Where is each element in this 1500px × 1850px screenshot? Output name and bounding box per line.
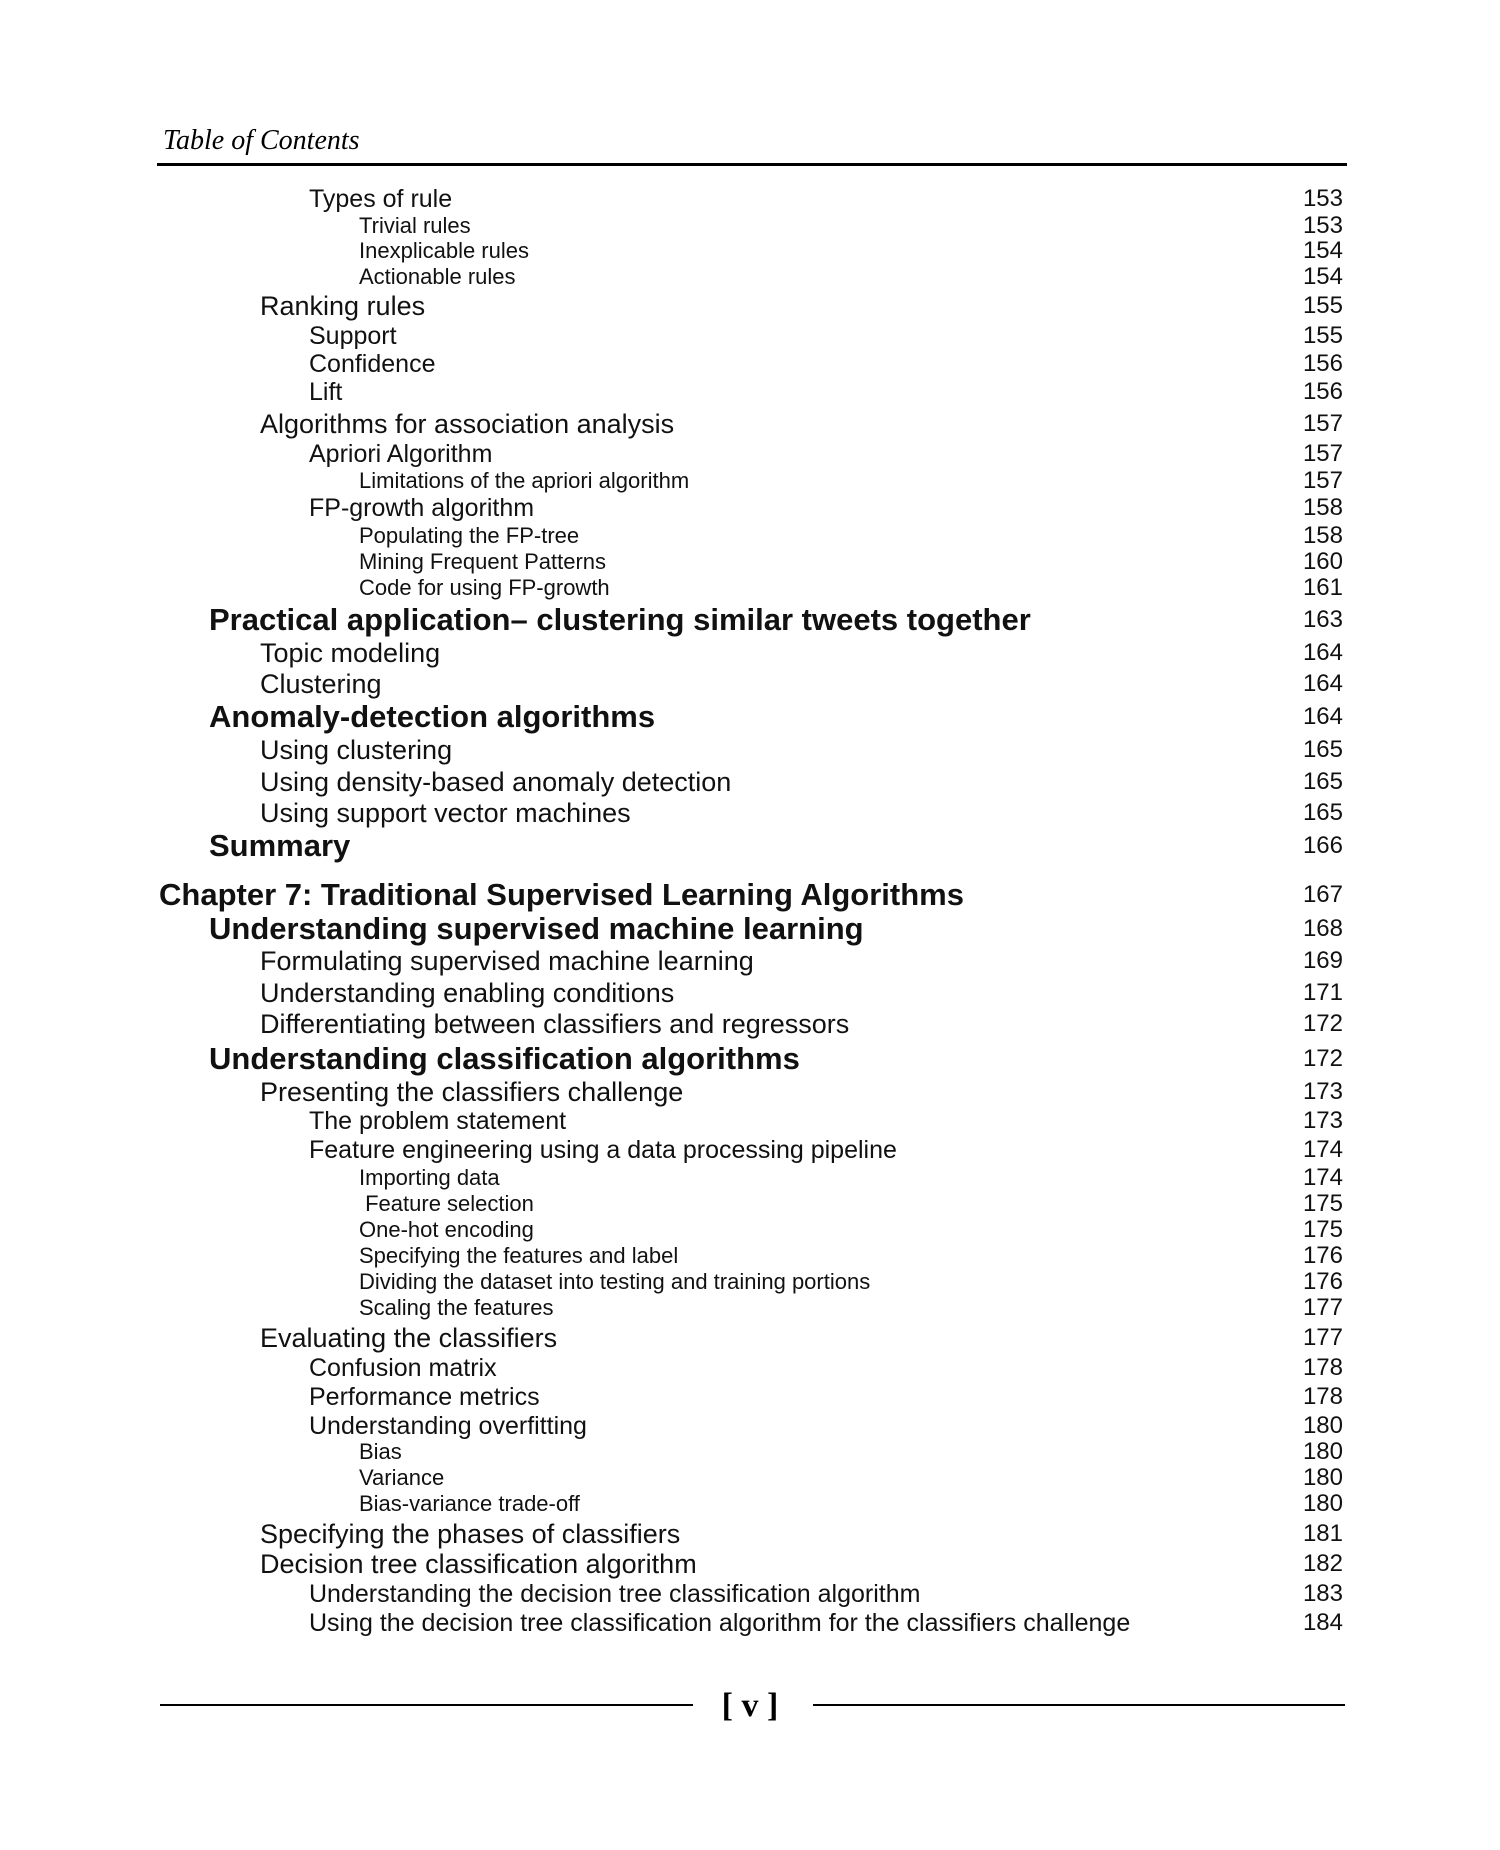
- toc-entry-page: 156: [1302, 378, 1343, 405]
- toc-entry[interactable]: [0, 493, 1500, 523]
- toc-entry-page: 164: [1302, 703, 1343, 730]
- toc-entry-title: Performance metrics: [309, 1383, 540, 1411]
- toc-entry[interactable]: [0, 1439, 1500, 1465]
- toc-entry-title: Clustering: [260, 669, 382, 699]
- toc-entry-page: 165: [1302, 736, 1343, 763]
- toc-entry[interactable]: [0, 1076, 1500, 1108]
- toc-entry[interactable]: [0, 408, 1500, 440]
- toc-entry-title: Understanding enabling conditions: [260, 978, 675, 1008]
- toc-entry-page: 157: [1302, 467, 1343, 494]
- toc-entry[interactable]: [0, 1548, 1500, 1580]
- toc-entry-title: Specifying the phases of classifiers: [260, 1519, 681, 1549]
- toc-entry[interactable]: [0, 523, 1500, 549]
- toc-entry-title: Actionable rules: [359, 264, 516, 289]
- toc-entry[interactable]: [0, 1106, 1500, 1136]
- toc-entry[interactable]: [0, 1135, 1500, 1165]
- toc-entry-page: 156: [1302, 350, 1343, 377]
- toc-entry-page: 172: [1302, 1010, 1343, 1037]
- toc-entry-title: Scaling the features: [359, 1295, 554, 1320]
- toc-entry-page: 166: [1302, 832, 1343, 859]
- toc-entry-page: 182: [1302, 1550, 1343, 1577]
- page-number: [ v ]: [721, 1687, 779, 1724]
- toc-entry-title: Specifying the features and label: [359, 1243, 679, 1268]
- toc-entry-title: The problem statement: [309, 1107, 567, 1135]
- toc-entry-page: 167: [1302, 881, 1343, 908]
- toc-entry-title: One-hot encoding: [359, 1217, 534, 1242]
- toc-entry-page: 183: [1302, 1580, 1343, 1607]
- toc-entry-page: 155: [1302, 322, 1343, 349]
- toc-entry[interactable]: [0, 439, 1500, 469]
- toc-entry-title: Ranking rules: [260, 291, 426, 321]
- toc-entry-page: 178: [1302, 1383, 1343, 1410]
- toc-entry-page: 171: [1302, 979, 1343, 1006]
- toc-entry-page: 153: [1302, 185, 1343, 212]
- toc-entry-title: Presenting the classifiers challenge: [260, 1077, 684, 1107]
- toc-entry[interactable]: [0, 1353, 1500, 1383]
- toc-entry-title: Understanding the decision tree classification algorithm: [309, 1580, 921, 1608]
- toc-entry-page: 157: [1302, 410, 1343, 437]
- toc-entry[interactable]: [0, 1295, 1500, 1321]
- toc-entry[interactable]: [0, 637, 1500, 669]
- toc-entry[interactable]: [0, 1217, 1500, 1243]
- toc-entry-title: Formulating supervised machine learning: [260, 946, 754, 976]
- toc-entry[interactable]: [0, 1269, 1500, 1295]
- toc-entry[interactable]: [0, 1411, 1500, 1441]
- toc-entry-page: 160: [1302, 548, 1343, 575]
- toc-entry-page: 175: [1302, 1216, 1343, 1243]
- toc-entry[interactable]: [0, 377, 1500, 407]
- toc-entry-title: Inexplicable rules: [359, 238, 529, 263]
- toc-entry[interactable]: [0, 734, 1500, 766]
- toc-entry-title: Using clustering: [260, 735, 453, 765]
- toc-entry-page: 154: [1302, 237, 1343, 264]
- toc-entry[interactable]: [0, 1465, 1500, 1491]
- toc-entry-page: 184: [1302, 1609, 1343, 1636]
- toc-entry-title: Types of rule: [309, 185, 453, 213]
- toc-entry[interactable]: [0, 1040, 1500, 1078]
- toc-entry-title: Support: [309, 322, 397, 350]
- toc-entry[interactable]: [0, 321, 1500, 351]
- toc-entry[interactable]: [0, 1322, 1500, 1354]
- toc-entry-title: Limitations of the apriori algorithm: [359, 468, 690, 493]
- toc-entry-title: Importing data: [359, 1165, 500, 1190]
- toc-entry-title: Practical application– clustering similar tweets together: [209, 602, 1031, 637]
- toc-entry-page: 168: [1302, 915, 1343, 942]
- toc-entry-page: 158: [1302, 522, 1343, 549]
- toc-entry[interactable]: [0, 910, 1500, 948]
- toc-entry-page: 176: [1302, 1242, 1343, 1269]
- running-header: Table of Contents: [163, 125, 360, 156]
- toc-entry[interactable]: [0, 349, 1500, 379]
- toc-entry-title: Confusion matrix: [309, 1354, 497, 1382]
- toc-entry[interactable]: [0, 1243, 1500, 1269]
- toc-entry-title: Using support vector machines: [260, 798, 631, 828]
- toc-entry-title: Code for using FP-growth: [359, 575, 610, 600]
- toc-entry-title: Understanding supervised machine learning: [209, 911, 864, 946]
- toc-entry-title: Algorithms for association analysis: [260, 409, 675, 439]
- toc-entry-page: 157: [1302, 440, 1343, 467]
- toc-entry-title: Trivial rules: [359, 213, 471, 238]
- toc-entry-title: Decision tree classification algorithm: [260, 1549, 697, 1579]
- toc-entry-page: 180: [1302, 1412, 1343, 1439]
- toc-entry[interactable]: [0, 601, 1500, 639]
- toc-entry[interactable]: [0, 1165, 1500, 1191]
- toc-entry[interactable]: [0, 238, 1500, 264]
- toc-entry-page: 172: [1302, 1045, 1343, 1072]
- toc-entry-title: Chapter 7: Traditional Supervised Learning Algorithms: [159, 877, 964, 912]
- toc-entry[interactable]: [0, 698, 1500, 736]
- toc-entry-page: 165: [1302, 799, 1343, 826]
- toc-entry-title: Summary: [209, 828, 351, 863]
- toc-entry-title: Bias-variance trade-off: [359, 1491, 580, 1516]
- toc-entry-page: 173: [1302, 1107, 1343, 1134]
- toc-entry[interactable]: [0, 977, 1500, 1009]
- footer-rule-right: [813, 1704, 1345, 1706]
- toc-entry[interactable]: [0, 1608, 1500, 1638]
- toc-entry-title: Anomaly-detection algorithms: [209, 699, 656, 734]
- toc-entry-page: 177: [1302, 1294, 1343, 1321]
- toc-entry[interactable]: [0, 827, 1500, 865]
- toc-entry[interactable]: [0, 549, 1500, 575]
- toc-entry-page: 180: [1302, 1490, 1343, 1517]
- toc-entry-title: Confidence: [309, 350, 436, 378]
- toc-entry-page: 164: [1302, 639, 1343, 666]
- toc-entry-title: Using the decision tree classification algorithm for the classifiers challenge: [309, 1609, 1131, 1637]
- toc-entry-page: 180: [1302, 1464, 1343, 1491]
- toc-entry-page: 165: [1302, 768, 1343, 795]
- toc-entry-page: 169: [1302, 947, 1343, 974]
- toc-entry-page: 176: [1302, 1268, 1343, 1295]
- toc-entry[interactable]: [0, 1579, 1500, 1609]
- toc-entry[interactable]: [0, 290, 1500, 322]
- toc-entry-page: 155: [1302, 292, 1343, 319]
- toc-entry[interactable]: [0, 1382, 1500, 1412]
- toc-entry-page: 153: [1302, 212, 1343, 239]
- toc-entry[interactable]: [0, 876, 1500, 914]
- toc-entry-title: Apriori Algorithm: [309, 440, 493, 468]
- toc-entry-title: Understanding overfitting: [309, 1412, 587, 1440]
- toc-entry-page: 175: [1302, 1190, 1343, 1217]
- toc-entry-page: 164: [1302, 670, 1343, 697]
- toc-entry-title: FP-growth algorithm: [309, 494, 535, 522]
- toc-entry-title: Variance: [359, 1465, 445, 1490]
- toc-entry-page: 163: [1302, 606, 1343, 633]
- toc-entry-title: Evaluating the classifiers: [260, 1323, 558, 1353]
- toc-entry-page: 174: [1302, 1164, 1343, 1191]
- toc-entry[interactable]: [0, 945, 1500, 977]
- toc-entry-title: Populating the FP-tree: [359, 523, 580, 548]
- toc-entry[interactable]: [0, 468, 1500, 494]
- toc-entry[interactable]: [0, 1008, 1500, 1040]
- toc-entry-page: 178: [1302, 1354, 1343, 1381]
- toc-entry-page: 173: [1302, 1078, 1343, 1105]
- toc-entry[interactable]: [0, 766, 1500, 798]
- toc-entry[interactable]: [0, 1491, 1500, 1517]
- toc-entry-title: Differentiating between classifiers and regressors: [260, 1009, 850, 1039]
- toc-entry-title: Understanding classification algorithms: [209, 1041, 800, 1076]
- toc-entry-title: Bias: [359, 1439, 402, 1464]
- toc-entry-page: 177: [1302, 1324, 1343, 1351]
- toc-entry-page: 161: [1302, 574, 1343, 601]
- toc-entry[interactable]: [0, 213, 1500, 239]
- toc-entry[interactable]: [0, 1518, 1500, 1550]
- toc-entry[interactable]: [0, 1191, 1500, 1217]
- toc-entry-title: Using density-based anomaly detection: [260, 767, 732, 797]
- toc-entry-title: Feature engineering using a data processing pipeline: [309, 1136, 897, 1164]
- toc-entry[interactable]: [0, 575, 1500, 601]
- toc-entry-page: 174: [1302, 1136, 1343, 1163]
- toc-entry-page: 158: [1302, 494, 1343, 521]
- toc-entry-page: 154: [1302, 263, 1343, 290]
- toc-entry[interactable]: [0, 668, 1500, 700]
- toc-entry-title: Topic modeling: [260, 638, 441, 668]
- toc-entry[interactable]: [0, 797, 1500, 829]
- toc-entry[interactable]: [0, 184, 1500, 214]
- toc-entry-title: Mining Frequent Patterns: [359, 549, 607, 574]
- toc-entry-page: 180: [1302, 1438, 1343, 1465]
- toc-entry-title: Feature selection: [359, 1191, 534, 1216]
- toc-entry-title: Dividing the dataset into testing and training portions: [359, 1269, 871, 1294]
- toc-entry-page: 181: [1302, 1520, 1343, 1547]
- toc-entry[interactable]: [0, 264, 1500, 290]
- toc-entry-title: Lift: [309, 378, 343, 406]
